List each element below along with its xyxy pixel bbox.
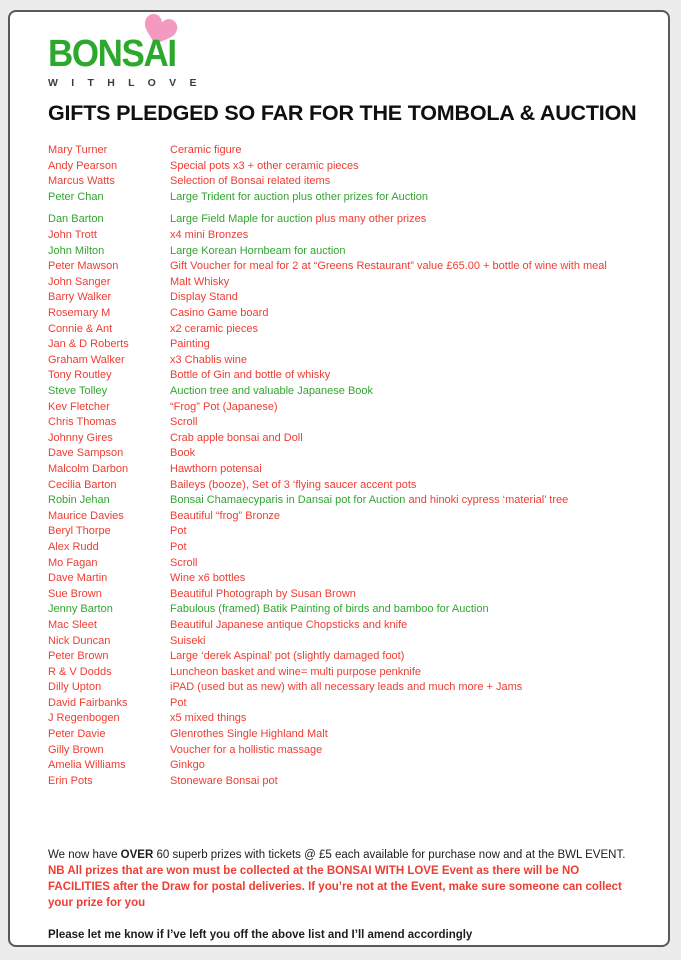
- gift-description: Large Trident for auction plus other prizes for Auction: [170, 190, 429, 203]
- gift-description: Large Korean Hornbeam for auction: [170, 244, 346, 257]
- pledge-row: [48, 774, 668, 790]
- pledge-row: [48, 462, 668, 478]
- gift-description: Auction tree and valuable Japanese Book: [170, 385, 374, 397]
- donor-name: Jenny Barton: [48, 603, 113, 616]
- gift-description: Suiseki: [170, 634, 206, 647]
- pledge-row: [48, 758, 668, 774]
- donor-name: Peter Mawson: [48, 260, 119, 273]
- gift-description: “Frog” Pot (Japanese): [170, 400, 278, 413]
- donor-name: Cecilia Barton: [48, 478, 117, 491]
- donor-name: Malcolm Darbon: [48, 462, 129, 475]
- pledge-row: [48, 259, 668, 275]
- gift-description: iPAD (used but as new) with all necessary leads and much more + Jams: [170, 681, 523, 694]
- donor-name: Beryl Thorpe: [48, 525, 111, 538]
- gift-description: Scroll: [170, 556, 198, 569]
- gift-description: Baileys (booze), Set of 3 ‘flying saucer accent pots: [170, 478, 417, 491]
- donor-name: Andy Pearson: [48, 159, 118, 172]
- donor-name: Peter Davie: [48, 728, 106, 741]
- donor-name: Dave Sampson: [48, 447, 124, 460]
- gift-description: Pot: [170, 696, 187, 709]
- gift-description: Luncheon basket and wine= multi purpose penknife: [170, 665, 422, 678]
- pledge-row: [48, 446, 668, 462]
- gift-description: Beautiful Japanese antique Chopsticks and knife: [170, 618, 408, 631]
- gift-description: Beautiful Photograph by Susan Brown: [170, 587, 356, 600]
- gift-description: Scroll: [170, 416, 198, 429]
- pledge-row: [48, 680, 668, 696]
- donor-name: Kev Fletcher: [48, 400, 110, 413]
- gift-description: Casino Game board: [170, 307, 269, 320]
- donor-name: Chris Thomas: [48, 416, 117, 429]
- pledge-row: [48, 290, 668, 306]
- pledge-list: [48, 143, 668, 789]
- gift-description: x2 ceramic pieces: [170, 322, 259, 335]
- gift-description: Selection of Bonsai related items: [170, 175, 331, 188]
- donor-name: Mo Fagan: [48, 556, 98, 569]
- donor-name: Amelia Williams: [48, 759, 126, 772]
- donor-name: Johnny Gires: [48, 431, 113, 444]
- donor-name: Robin Jehan: [48, 494, 110, 507]
- gift-description: Bottle of Gin and bottle of whisky: [170, 369, 331, 382]
- pledge-row: [48, 143, 668, 159]
- gift-description: Large Field Maple for auction plus many other prizes: [170, 213, 427, 226]
- gift-description: Wine x6 bottles: [170, 572, 246, 585]
- gift-description: Crab apple bonsai and Doll: [170, 431, 303, 444]
- gift-description: Beautiful “frog” Bronze: [170, 509, 281, 522]
- donor-name: Sue Brown: [48, 587, 102, 600]
- pledge-row: [48, 711, 668, 727]
- pledge-row: [48, 400, 668, 416]
- donor-name: Gilly Brown: [48, 743, 104, 756]
- pledge-row: [48, 634, 668, 650]
- pledge-row: [48, 493, 668, 509]
- pledge-row: [48, 618, 668, 634]
- over-emphasis: OVER: [120, 849, 154, 862]
- nb-collection-notice: NB All prizes that are won must be collected at the BONSAI WITH LOVE Event as there will be NO FACILITIES after the Draw for postal deliveries. If you’re not at the Event, make sure someone can collect your prize for you: [48, 865, 622, 910]
- pledge-row: [48, 556, 668, 572]
- tickets-info-line: We now have OVER 60 superb prizes with tickets @ £5 each available for purchase now and at the BWL EVENT.: [48, 849, 626, 862]
- pledge-row: [48, 415, 668, 431]
- pledge-row: [48, 322, 668, 338]
- donor-name: Jan & D Roberts: [48, 338, 129, 351]
- pledge-row: [48, 368, 668, 384]
- donor-name: R & V Dodds: [48, 665, 112, 678]
- pledge-row: [48, 571, 668, 587]
- gift-description: Bonsai Chamaecyparis in Dansai pot for Auction and hinoki cypress ‘material’ tree: [170, 494, 569, 507]
- pledge-row: [48, 665, 668, 681]
- pledge-row: [48, 275, 668, 291]
- donor-name: Maurice Davies: [48, 509, 124, 522]
- donor-name: Nick Duncan: [48, 634, 111, 647]
- document-page: [8, 10, 670, 947]
- pledge-row: [48, 306, 668, 322]
- donor-name: Graham Walker: [48, 353, 125, 366]
- donor-name: Connie & Ant: [48, 322, 113, 335]
- gift-description: Painting: [170, 338, 210, 351]
- brand-tagline: W I T H L O V E: [48, 77, 202, 90]
- pledge-row: [48, 727, 668, 743]
- donor-name: John Trott: [48, 229, 97, 242]
- gift-description: Ceramic figure: [170, 144, 242, 157]
- pledge-row: [48, 509, 668, 525]
- pledge-row: [48, 602, 668, 618]
- pledge-row: [48, 384, 668, 400]
- pledge-row: [48, 478, 668, 494]
- pledge-row: [48, 244, 668, 260]
- gift-description: Stoneware Bonsai pot: [170, 774, 278, 787]
- gift-description: Fabulous (framed) Batik Painting of birds and bamboo for Auction: [170, 603, 489, 616]
- amend-note: Please let me know if I’ve left you off the above list and I’ll amend accordingly: [48, 929, 473, 942]
- gift-description: Pot: [170, 525, 187, 538]
- donor-name: Marcus Watts: [48, 175, 115, 188]
- donor-name: Dan Barton: [48, 213, 104, 226]
- pledge-row: [48, 337, 668, 353]
- donor-name: Dilly Upton: [48, 681, 102, 694]
- gift-description: Special pots x3 + other ceramic pieces: [170, 159, 359, 172]
- bonsai-with-love-logo: [48, 33, 208, 90]
- pledge-row: [48, 228, 668, 244]
- gift-description: Large ‘derek Aspinal’ pot (slightly damaged foot): [170, 650, 405, 663]
- donor-name: Mac Sleet: [48, 618, 97, 631]
- gift-description: x4 mini Bronzes: [170, 229, 249, 242]
- donor-name: Peter Chan: [48, 190, 104, 203]
- brand-name: BONSAI: [48, 33, 176, 75]
- gift-description: Glenrothes Single Highland Malt: [170, 728, 328, 741]
- gift-description: Gift Voucher for meal for 2 at “Greens Restaurant” value £65.00 + bottle of wine with meal: [170, 260, 607, 273]
- pledge-row: [48, 743, 668, 759]
- donor-name: J Regenbogen: [48, 712, 120, 725]
- footer: [48, 847, 638, 943]
- gift-description: Voucher for a hollistic massage: [170, 743, 323, 756]
- donor-name: Steve Tolley: [48, 385, 108, 397]
- gift-description: x5 mixed things: [170, 712, 247, 725]
- pledge-row: [48, 174, 668, 190]
- gift-description: Display Stand: [170, 291, 238, 304]
- gift-description: Hawthorn potensai: [170, 462, 262, 475]
- gift-description: Pot: [170, 540, 187, 553]
- gift-description: Ginkgo: [170, 759, 205, 772]
- donor-name: John Sanger: [48, 275, 111, 288]
- pledge-row: [48, 431, 668, 447]
- pledge-row: [48, 587, 668, 603]
- donor-name: Rosemary M: [48, 307, 111, 320]
- donor-name: Dave Martin: [48, 572, 108, 585]
- pledge-row: [48, 212, 668, 228]
- gift-description: Book: [170, 447, 196, 460]
- pledge-row: [48, 159, 668, 175]
- donor-name: Erin Pots: [48, 774, 93, 787]
- pledge-row: [48, 696, 668, 712]
- gift-description: x3 Chablis wine: [170, 353, 248, 366]
- pledge-row: [48, 524, 668, 540]
- donor-name: Alex Rudd: [48, 540, 99, 553]
- donor-name: John Milton: [48, 244, 105, 257]
- donor-name: Mary Turner: [48, 144, 108, 157]
- gift-description: Malt Whisky: [170, 275, 230, 288]
- donor-name: Barry Walker: [48, 291, 112, 304]
- donor-name: Tony Routley: [48, 369, 112, 382]
- pledge-row: [48, 190, 668, 206]
- donor-name: Peter Brown: [48, 650, 109, 663]
- donor-name: David Fairbanks: [48, 696, 128, 709]
- page-title: GIFTS PLEDGED SO FAR FOR THE TOMBOLA & AUCTION: [48, 101, 637, 126]
- pledge-row: [48, 649, 668, 665]
- pledge-row: [48, 353, 668, 369]
- pledge-row: [48, 540, 668, 556]
